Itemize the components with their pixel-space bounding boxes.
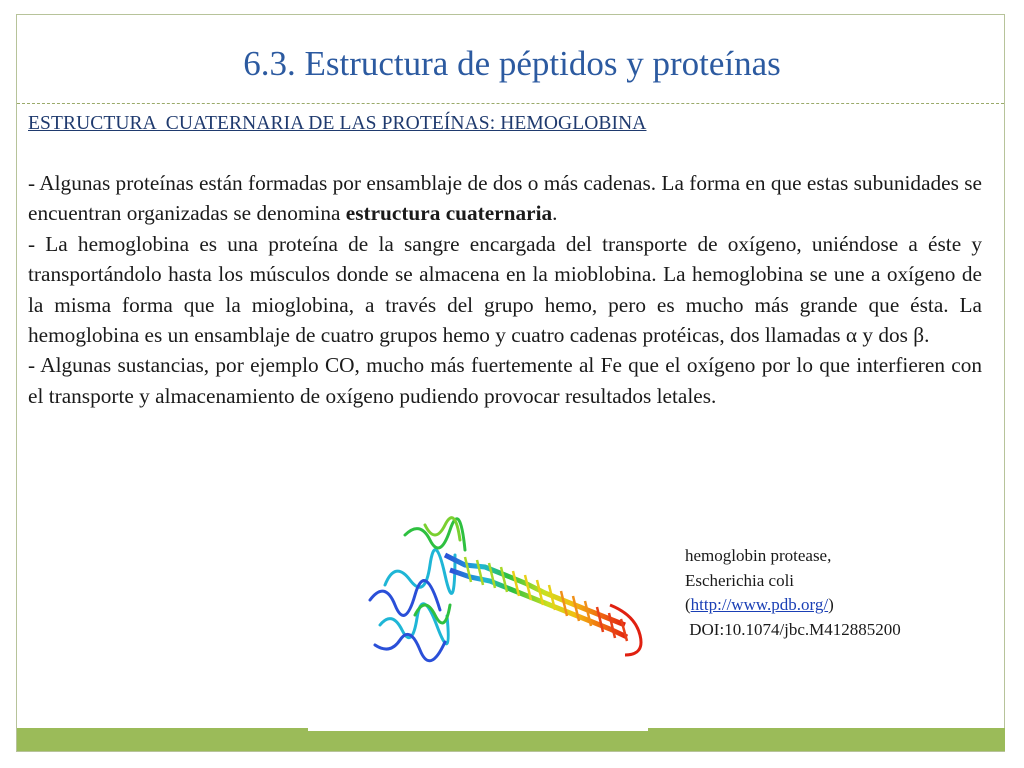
footer-bar — [17, 728, 1005, 751]
caption-close-paren: ) — [828, 595, 834, 614]
paragraph-1-text: - Algunas proteínas están formadas por ensamblaje de dos o más cadenas. La forma en que estas subunidades se encuentran organizadas se denomina — [28, 171, 982, 226]
pdb-link[interactable]: http://www.pdb.org/ — [690, 595, 829, 614]
paragraph-1-end: . — [552, 201, 558, 226]
caption-open-paren: ( — [685, 595, 691, 614]
title-divider — [17, 103, 1004, 104]
protein-structure-image — [355, 505, 655, 670]
paragraph-3: - Algunas sustancias, por ejemplo CO, mucho más fuertemente al Fe que el oxígeno por lo que interfieren con el transporte y almacenamiento de oxígeno pudiendo provocar resultados letales. — [28, 353, 982, 408]
paragraph-1-bold: estructura cuaternaria — [345, 201, 553, 226]
image-caption — [685, 544, 901, 642]
caption-doi: DOI:10.1074/jbc.M412885200 — [685, 619, 901, 639]
paragraph-2: - La hemoglobina es una proteína de la sangre encargada del transporte de oxígeno, uniéndose a éste y transportándolo hasta los músculos donde se almacena en la mioblobina. La hemoglobina se une a oxígeno de la misma forma que la mioglobina, a través del grupo hemo, pero es mucho más grande que ésta. La hemoglobina es un ensamblaje de cuatro grupos hemo y cuatro cadenas protéicas, dos llamadas α y dos β. — [28, 231, 982, 348]
caption-line-1: hemoglobin protease, — [685, 546, 832, 565]
footer-gap — [308, 728, 648, 731]
caption-line-2: Escherichia coli — [685, 570, 795, 590]
body-text — [28, 168, 982, 411]
paragraph-1 — [28, 168, 982, 229]
caption-line-3 — [685, 593, 901, 618]
section-heading: ESTRUCTURA CUATERNARIA DE LAS PROTEÍNAS: HEMOGLOBINA — [28, 113, 647, 134]
slide-title: 6.3. Estructura de péptidos y proteínas — [243, 44, 781, 83]
